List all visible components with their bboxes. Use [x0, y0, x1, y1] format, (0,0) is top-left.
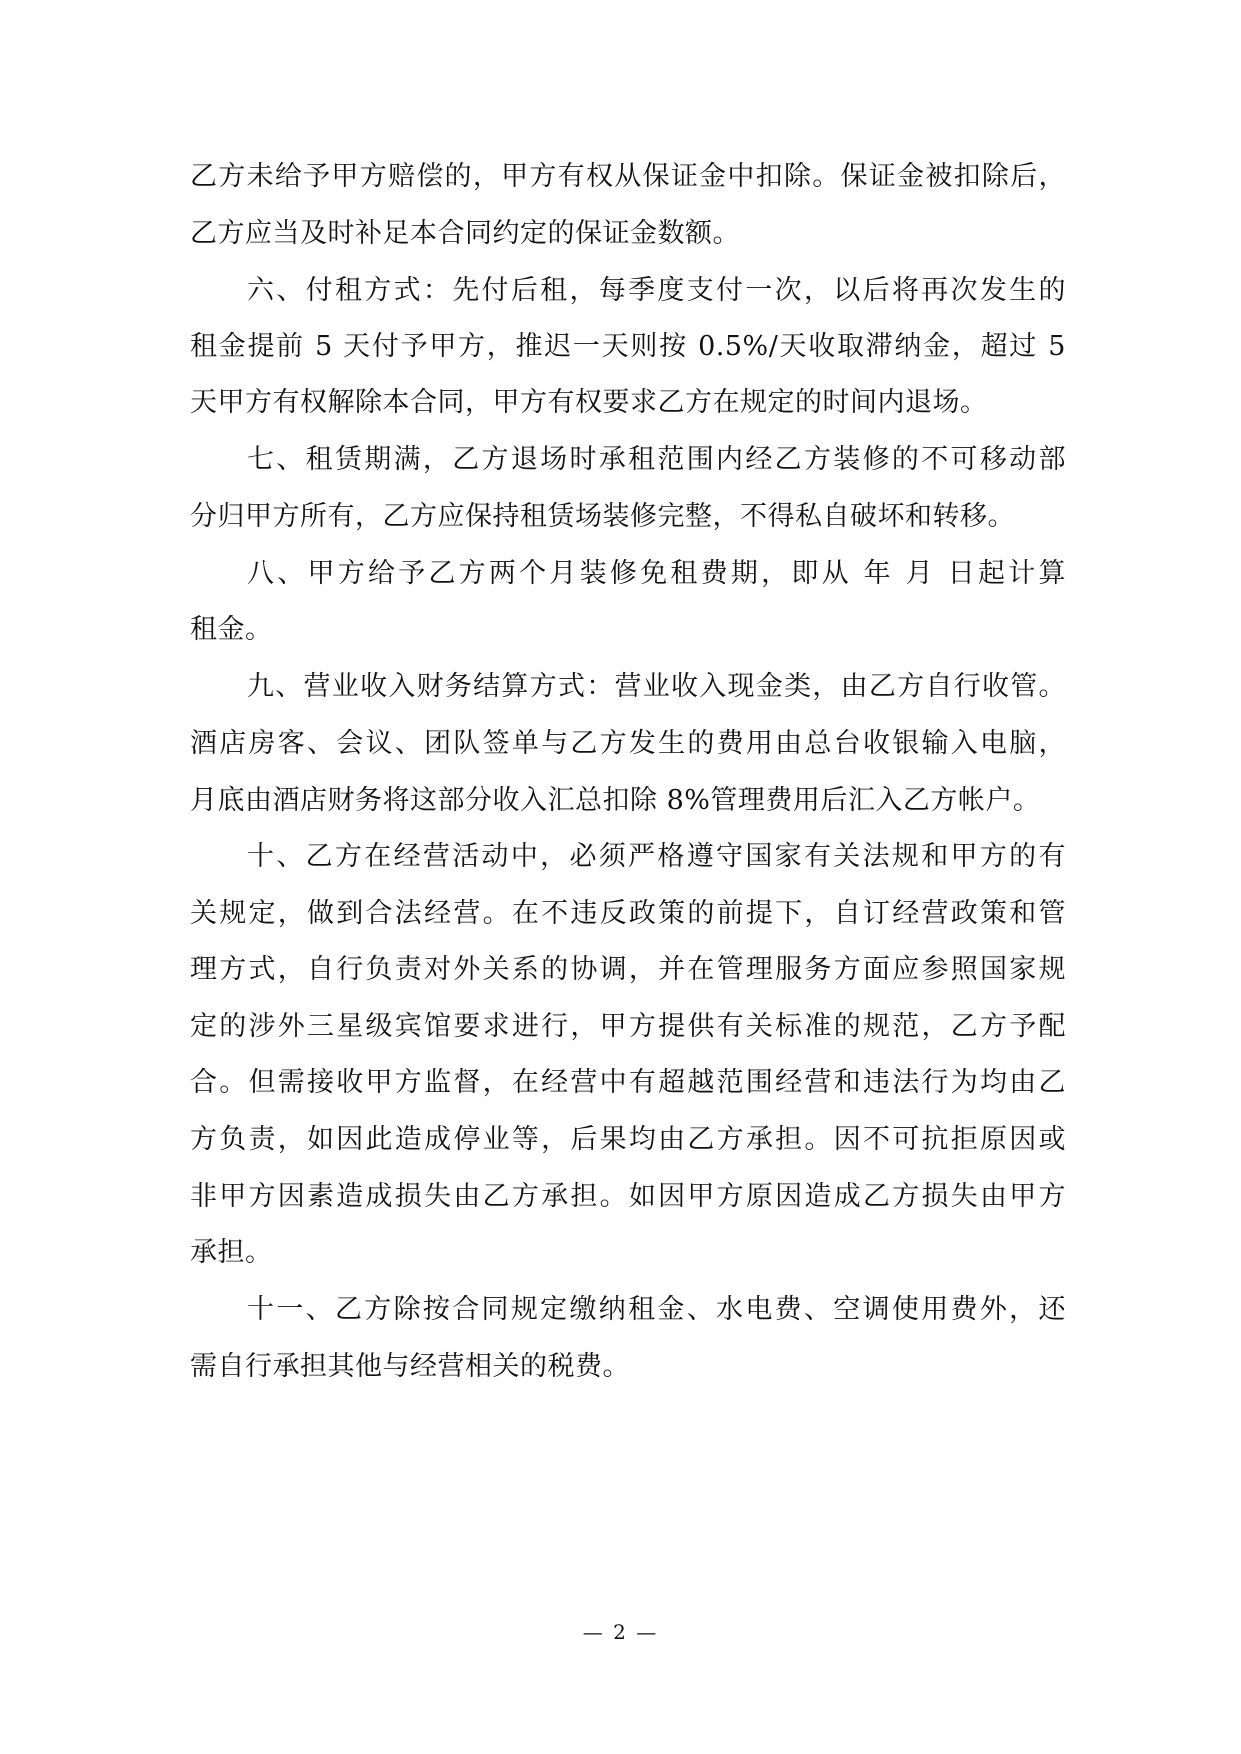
clause-nine-line: 月底由酒店财务将这部分收入汇总扣除 8%管理费用后汇入乙方帐户。 — [190, 785, 1041, 816]
clause-ten-line: 十、乙方在经营活动中，必须严格遵守国家有关法规和甲方的有 — [247, 841, 1066, 872]
clause-nine-line: 九、营业收入财务结算方式：营业收入现金类，由乙方自行收管。 — [247, 671, 1066, 702]
clause-six-line: 天甲方有权解除本合同，甲方有权要求乙方在规定的时间内退场。 — [190, 387, 988, 418]
clause-ten-line: 承担。 — [190, 1237, 273, 1268]
clause-seven-line: 七、租赁期满，乙方退场时承租范围内经乙方装修的不可移动部 — [247, 444, 1066, 475]
paragraph-line: 乙方未给予甲方赔偿的，甲方有权从保证金中扣除。保证金被扣除后， — [190, 161, 1066, 192]
clause-six-line: 租金提前 5 天付予甲方，推迟一天则按 0.5%/天收取滞纳金，超过 5 — [190, 331, 1066, 362]
clause-eight-line: 八、甲方给予乙方两个月装修免租费期，即从 年 月 日起计算 — [247, 558, 1066, 589]
page-number: — 2 — — [582, 1620, 659, 1644]
clause-ten-line: 定的涉外三星级宾馆要求进行，甲方提供有关标准的规范，乙方予配 — [190, 1011, 1066, 1042]
clause-ten-line: 非甲方因素造成损失由乙方承担。如因甲方原因造成乙方损失由甲方 — [190, 1181, 1066, 1212]
clause-eight-line: 租金。 — [190, 614, 273, 645]
clause-six-line: 六、付租方式：先付后租，每季度支付一次，以后将再次发生的 — [247, 275, 1066, 306]
clause-ten-line: 方负责，如因此造成停业等，后果均由乙方承担。因不可抗拒原因或 — [190, 1124, 1066, 1155]
clause-nine-line: 酒店房客、会议、团队签单与乙方发生的费用由总台收银输入电脑， — [190, 728, 1066, 759]
clause-ten-line: 关规定，做到合法经营。在不违反政策的前提下，自订经营政策和管 — [190, 898, 1066, 929]
clause-eleven-line: 十一、乙方除按合同规定缴纳租金、水电费、空调使用费外，还 — [247, 1294, 1066, 1325]
clause-ten-line: 合。但需接收甲方监督，在经营中有超越范围经营和违法行为均由乙 — [190, 1067, 1066, 1098]
clause-seven-line: 分归甲方所有，乙方应保持租赁场装修完整，不得私自破坏和转移。 — [190, 501, 1015, 532]
paragraph-line: 乙方应当及时补足本合同约定的保证金数额。 — [190, 218, 740, 249]
clause-ten-line: 理方式，自行负责对外关系的协调，并在管理服务方面应参照国家规 — [190, 954, 1066, 985]
clause-eleven-line: 需自行承担其他与经营相关的税费。 — [190, 1351, 630, 1382]
